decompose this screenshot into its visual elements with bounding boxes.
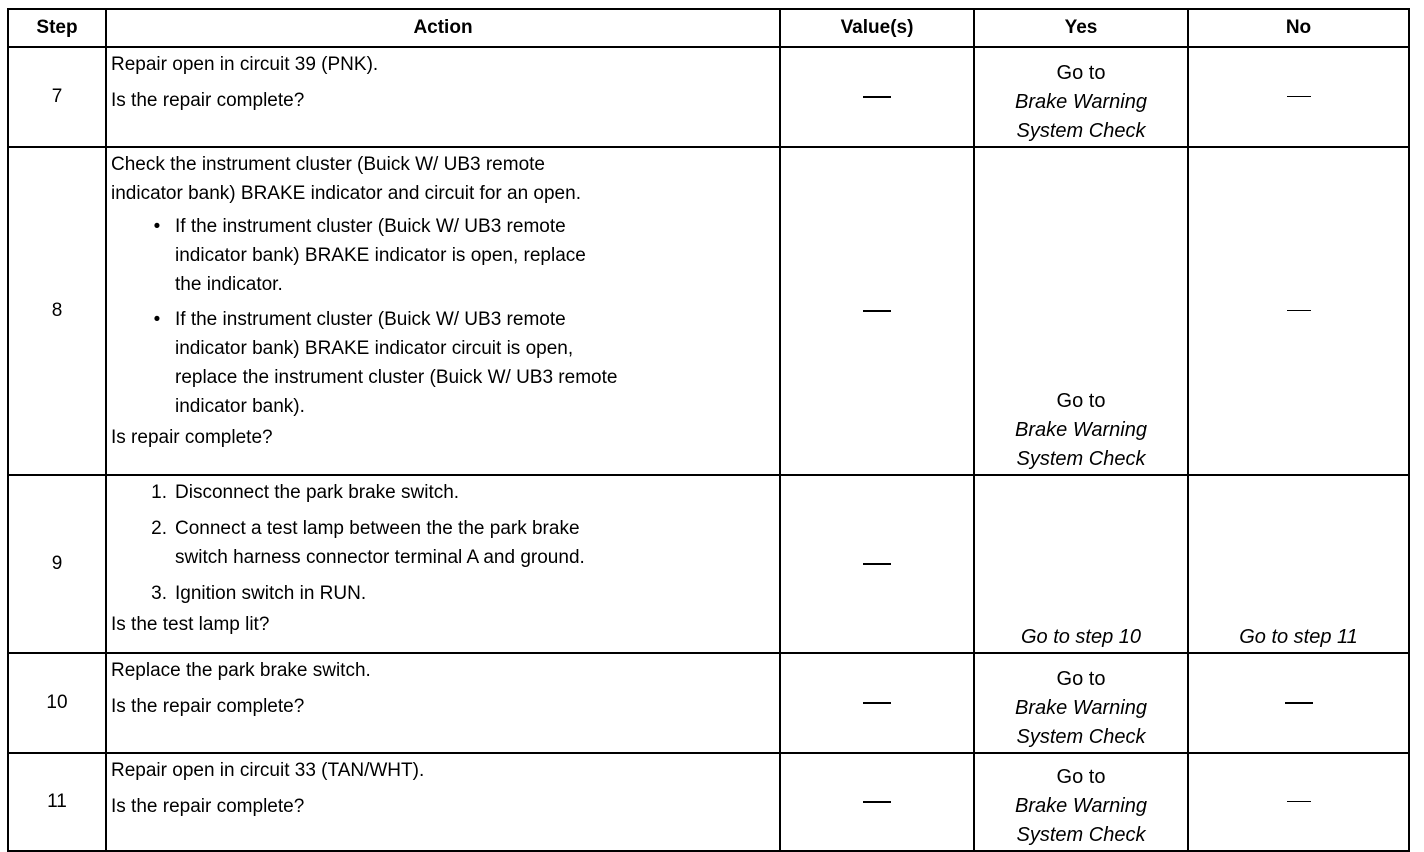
table-row [8, 753, 1409, 851]
table-row [8, 653, 1409, 753]
yes-link-line1[interactable]: Brake Warning [1015, 419, 1147, 441]
action-question: Is the test lamp lit? [111, 614, 270, 635]
bullet-text: indicator bank) BRAKE indicator circuit is open, [175, 338, 574, 359]
yes-link-line2[interactable]: System Check [1016, 824, 1146, 846]
yes-link-line2[interactable]: System Check [1016, 726, 1146, 748]
no-dash [1287, 96, 1311, 97]
no-dash [1287, 801, 1311, 802]
list-number: 1. [151, 482, 167, 503]
bullet-text: the indicator. [175, 274, 283, 295]
yes-cell [974, 753, 1188, 851]
list-item [153, 305, 779, 421]
action-text: Check the instrument cluster (Buick W/ UB3 remote [111, 154, 545, 175]
table-row [8, 147, 1409, 475]
value-cell [780, 653, 974, 753]
action-cell [106, 475, 780, 653]
no-dash [1287, 310, 1311, 311]
no-goto-step[interactable]: Go to step 11 [1239, 626, 1358, 648]
step-number: 10 [8, 653, 106, 753]
action-text: indicator bank) BRAKE indicator and circuit for an open. [111, 183, 581, 204]
list-text: Connect a test lamp between the the park brake [175, 518, 580, 539]
yes-link-line1[interactable]: Brake Warning [1015, 91, 1147, 113]
value-dash [863, 801, 891, 803]
bullet-text: If the instrument cluster (Buick W/ UB3 remote [175, 216, 566, 237]
action-question: Is the repair complete? [111, 796, 305, 817]
value-dash [863, 310, 891, 312]
no-cell [1188, 475, 1409, 653]
no-cell [1188, 653, 1409, 753]
value-cell [780, 47, 974, 147]
yes-cell [974, 475, 1188, 653]
bullet-text: indicator bank). [175, 396, 305, 417]
bullet-marker: • [153, 309, 161, 330]
header-no: No [1188, 9, 1409, 47]
header-action: Action [106, 9, 780, 47]
yes-link-line2[interactable]: System Check [1016, 120, 1146, 142]
bullet-text: replace the instrument cluster (Buick W/ UB3 remote [175, 367, 618, 388]
value-cell [780, 753, 974, 851]
bullet-list [111, 212, 779, 421]
action-text: Repair open in circuit 39 (PNK). [111, 54, 379, 75]
value-dash [863, 563, 891, 565]
yes-cell [974, 147, 1188, 475]
table-row [8, 47, 1409, 147]
yes-goto: Go to [1056, 668, 1106, 690]
yes-cell [974, 653, 1188, 753]
no-dash [1285, 702, 1313, 704]
yes-link-line1[interactable]: Brake Warning [1015, 795, 1147, 817]
yes-link-line2[interactable]: System Check [1016, 448, 1146, 470]
action-text: Replace the park brake switch. [111, 660, 371, 681]
diagnostic-table [7, 8, 1410, 852]
bullet-text: indicator bank) BRAKE indicator is open, replace [175, 245, 586, 266]
yes-goto-step[interactable]: Go to step 10 [1020, 626, 1142, 648]
no-cell [1188, 147, 1409, 475]
action-question: Is the repair complete? [111, 696, 305, 717]
list-item [151, 478, 779, 507]
value-cell [780, 147, 974, 475]
step-number: 7 [8, 47, 106, 147]
no-cell [1188, 47, 1409, 147]
list-item [151, 579, 779, 608]
list-item [153, 212, 779, 299]
step-number: 11 [8, 753, 106, 851]
action-cell [106, 147, 780, 475]
action-cell [106, 753, 780, 851]
action-text: Repair open in circuit 33 (TAN/WHT). [111, 760, 425, 781]
step-number: 8 [8, 147, 106, 475]
yes-cell [974, 47, 1188, 147]
yes-goto: Go to [1056, 390, 1106, 412]
header-yes: Yes [974, 9, 1188, 47]
value-cell [780, 475, 974, 653]
list-number: 3. [151, 583, 167, 604]
value-dash [863, 702, 891, 704]
yes-goto: Go to [1056, 766, 1106, 788]
list-text: switch harness connector terminal A and ground. [175, 547, 585, 568]
list-item [151, 514, 779, 572]
action-cell [106, 47, 780, 147]
yes-goto: Go to [1056, 62, 1106, 84]
no-cell [1188, 753, 1409, 851]
bullet-marker: • [153, 216, 161, 237]
list-text: Disconnect the park brake switch. [175, 482, 460, 503]
header-step: Step [8, 9, 106, 47]
header-row [8, 9, 1409, 47]
table-row [8, 475, 1409, 653]
action-question: Is repair complete? [111, 427, 273, 448]
step-number: 9 [8, 475, 106, 653]
header-values: Value(s) [780, 9, 974, 47]
action-question: Is the repair complete? [111, 90, 305, 111]
value-dash [863, 96, 891, 98]
yes-link-line1[interactable]: Brake Warning [1015, 697, 1147, 719]
list-number: 2. [151, 518, 167, 539]
numbered-list [111, 478, 779, 608]
list-text: Ignition switch in RUN. [175, 583, 367, 604]
action-cell [106, 653, 780, 753]
bullet-text: If the instrument cluster (Buick W/ UB3 remote [175, 309, 566, 330]
